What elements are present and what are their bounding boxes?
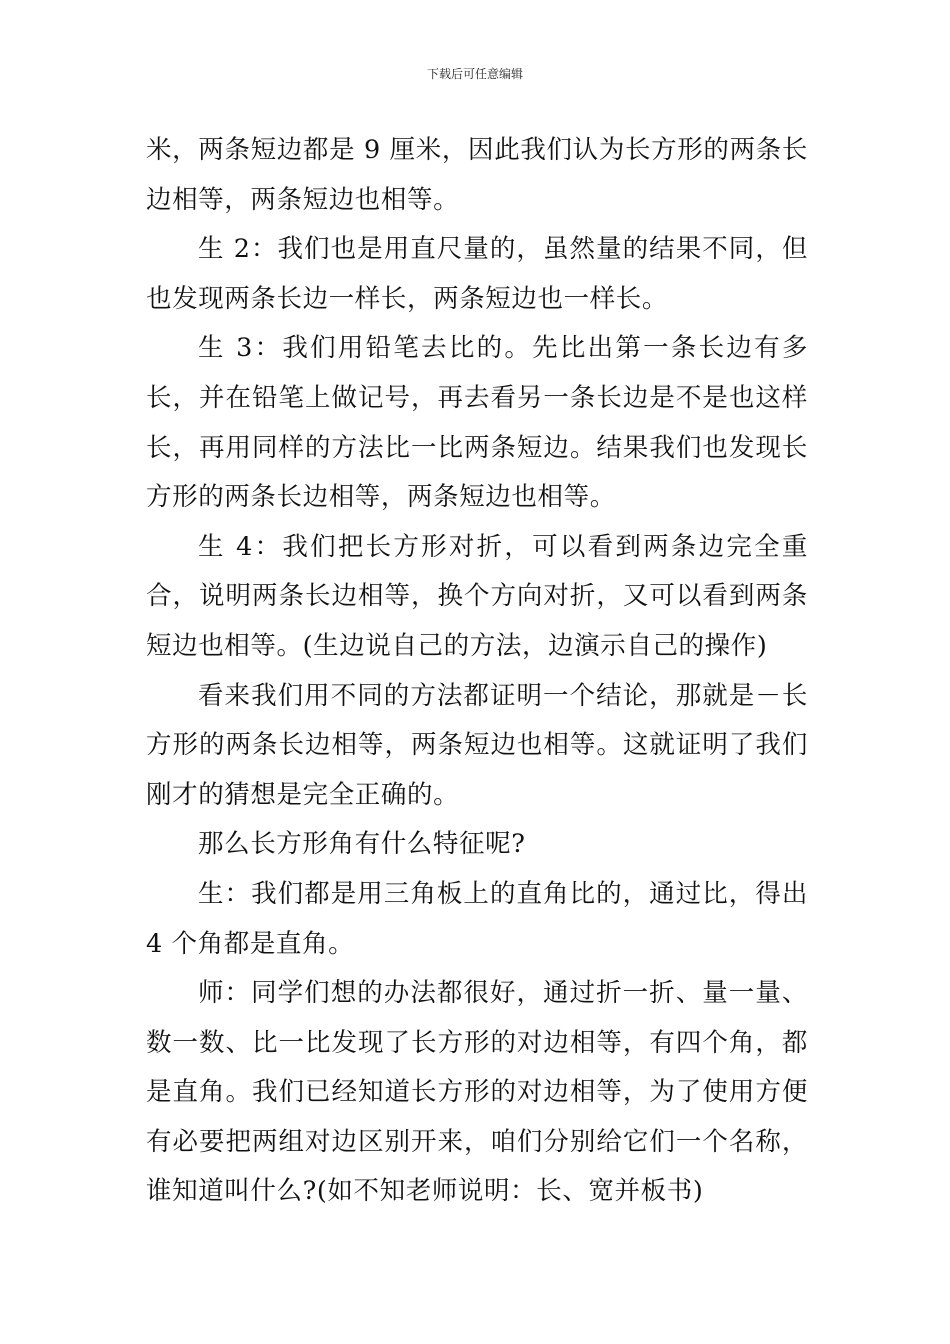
- paragraph-8: 师：同学们想的办法都很好，通过折一折、量一量、数一数、比一比发现了长方形的对边相等，有四个角，都是直角。我们已经知道长方形的对边相等，为了使用方便有必要把两组对边区别开来，咱们分别给它们一个名称，谁知道叫什么?(如不知老师说明：长、宽并板书): [146, 978, 808, 1207]
- paragraph-2: 生 2：我们也是用直尺量的，虽然量的结果不同，但也发现两条长边一样长，两条短边也一样长。: [146, 234, 808, 314]
- document-body: [146, 126, 808, 1217]
- paragraph-6: 那么长方形角有什么特征呢?: [198, 829, 526, 860]
- paragraph-7: 生：我们都是用三角板上的直角比的，通过比，得出 4 个角都是直角。: [146, 878, 808, 959]
- page-header: 下载后可任意编辑: [426, 67, 523, 81]
- paragraph-5: 看来我们用不同的方法都证明一个结论，那就是－长方形的两条长边相等，两条短边也相等。这就证明了我们刚才的猜想是完全正确的。: [146, 680, 808, 810]
- paragraph-1: 米，两条短边都是 9 厘米，因此我们认为长方形的两条长边相等，两条短边也相等。: [146, 135, 808, 215]
- paragraph-3: 生 3：我们用铅笔去比的。先比出第一条长边有多长，并在铅笔上做记号，再去看另一条长边是不是也这样长，再用同样的方法比一比两条短边。结果我们也发现长方形的两条长边相等，两条短边也相等。: [146, 333, 808, 513]
- paragraph-4: 生 4：我们把长方形对折，可以看到两条边完全重合，说明两条长边相等，换个方向对折，又可以看到两条短边也相等。(生边说自己的方法，边演示自己的操作): [146, 531, 808, 661]
